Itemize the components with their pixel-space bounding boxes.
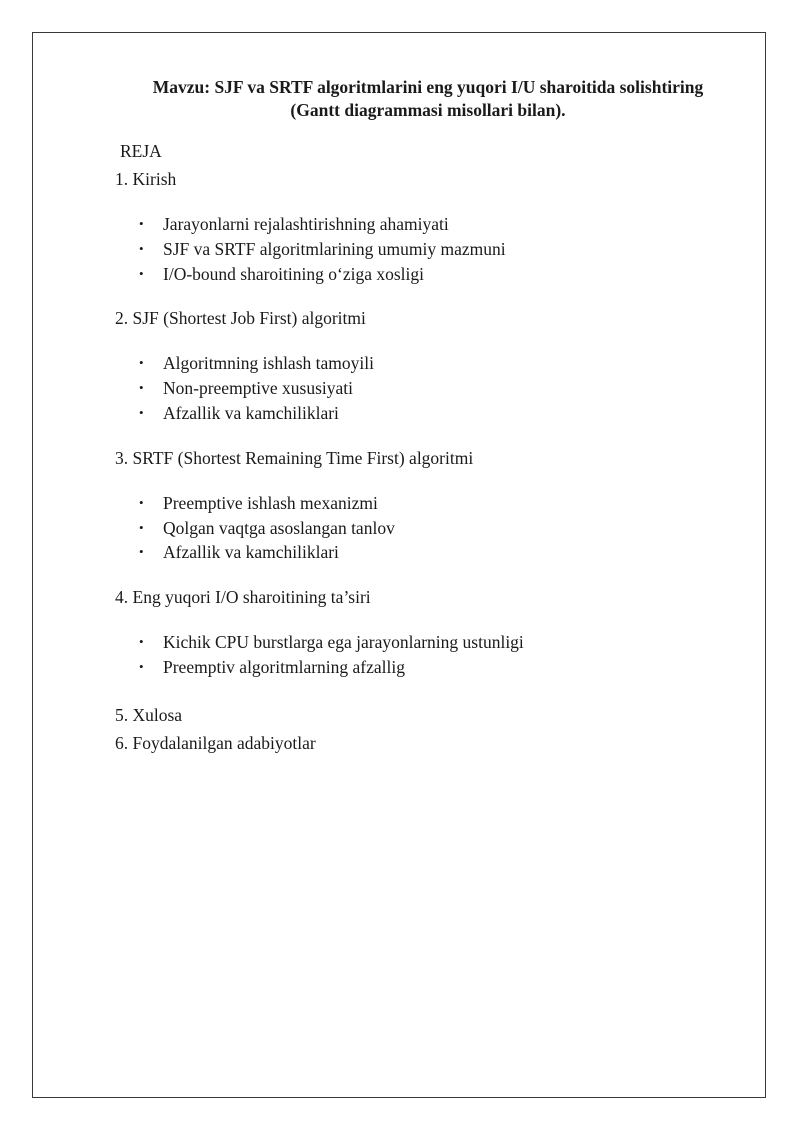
- list-item: [115, 655, 735, 680]
- bullet-icon: •: [139, 544, 144, 560]
- plan-outline: [115, 168, 735, 757]
- bullet-icon: •: [139, 216, 144, 231]
- section-title: 2. SJF (Shortest Job First) algoritmi: [115, 308, 366, 329]
- section-sjf: [115, 307, 735, 425]
- list-item: [115, 212, 735, 237]
- bullet-text: Non-preemptive xususiyati: [163, 378, 354, 399]
- section-title: 5. Xulosa: [115, 704, 183, 725]
- bullet-text: SJF va SRTF algoritmlarining umumiy mazmuni: [163, 238, 506, 259]
- plan-heading: REJA: [120, 141, 162, 161]
- bullet-icon: •: [139, 355, 144, 371]
- section-references: [115, 729, 735, 757]
- bullet-icon: •: [139, 494, 144, 510]
- section-title: 4. Eng yuqori I/O sharoitining ta’siri: [115, 587, 371, 608]
- title-line-1: Mavzu: SJF va SRTF algoritmlarini eng yuqori I/U sharoitida solishtiring: [152, 77, 704, 97]
- bullet-text: Afzallik va kamchiliklari: [163, 402, 339, 423]
- bullet-icon: •: [139, 380, 144, 396]
- bullet-icon: •: [139, 240, 144, 256]
- list-item: [115, 376, 735, 401]
- section-title: 1. Kirish: [115, 169, 177, 189]
- list-item: [115, 516, 735, 541]
- list-item: [115, 351, 735, 376]
- section-introduction: [115, 168, 735, 286]
- list-item: [115, 237, 735, 262]
- bullet-list: [115, 351, 735, 425]
- bullet-text: Qolgan vaqtga asoslangan tanlov: [163, 517, 395, 538]
- document-title: [100, 76, 756, 122]
- section-title: 6. Foydalanilgan adabiyotlar: [115, 732, 316, 753]
- section-conclusion: [115, 701, 735, 729]
- bullet-icon: •: [139, 634, 144, 650]
- list-item: [115, 491, 735, 516]
- bullet-icon: •: [139, 519, 144, 535]
- list-item: [115, 540, 735, 565]
- bullet-list: [115, 630, 735, 680]
- bullet-text: Afzallik va kamchiliklari: [163, 542, 339, 563]
- bullet-text: I/O-bound sharoitining o‘ziga xosligi: [163, 263, 425, 284]
- bullet-text: Jarayonlarni rejalashtirishning ahamiyati: [163, 214, 449, 234]
- bullet-text: Algoritmning ishlash tamoyili: [163, 353, 374, 374]
- section-title: 3. SRTF (Shortest Remaining Time First) algoritmi: [115, 447, 474, 468]
- list-item: [115, 401, 735, 426]
- list-item: [115, 262, 735, 287]
- bullet-icon: •: [139, 658, 144, 674]
- bullet-list: [115, 212, 735, 286]
- title-line-2: (Gantt diagrammasi misollari bilan).: [290, 100, 566, 120]
- section-srtf: [115, 447, 735, 565]
- bullet-icon: •: [139, 404, 144, 420]
- bullet-text: Preemptive ishlash mexanizmi: [163, 492, 378, 513]
- bullet-icon: •: [139, 265, 144, 281]
- bullet-list: [115, 491, 735, 565]
- section-io-impact: [115, 586, 735, 680]
- bullet-text: Kichik CPU burstlarga ega jarayonlarning ustunligi: [163, 632, 524, 653]
- bullet-text: Preemptiv algoritmlarning afzallig: [163, 656, 406, 677]
- list-item: [115, 630, 735, 655]
